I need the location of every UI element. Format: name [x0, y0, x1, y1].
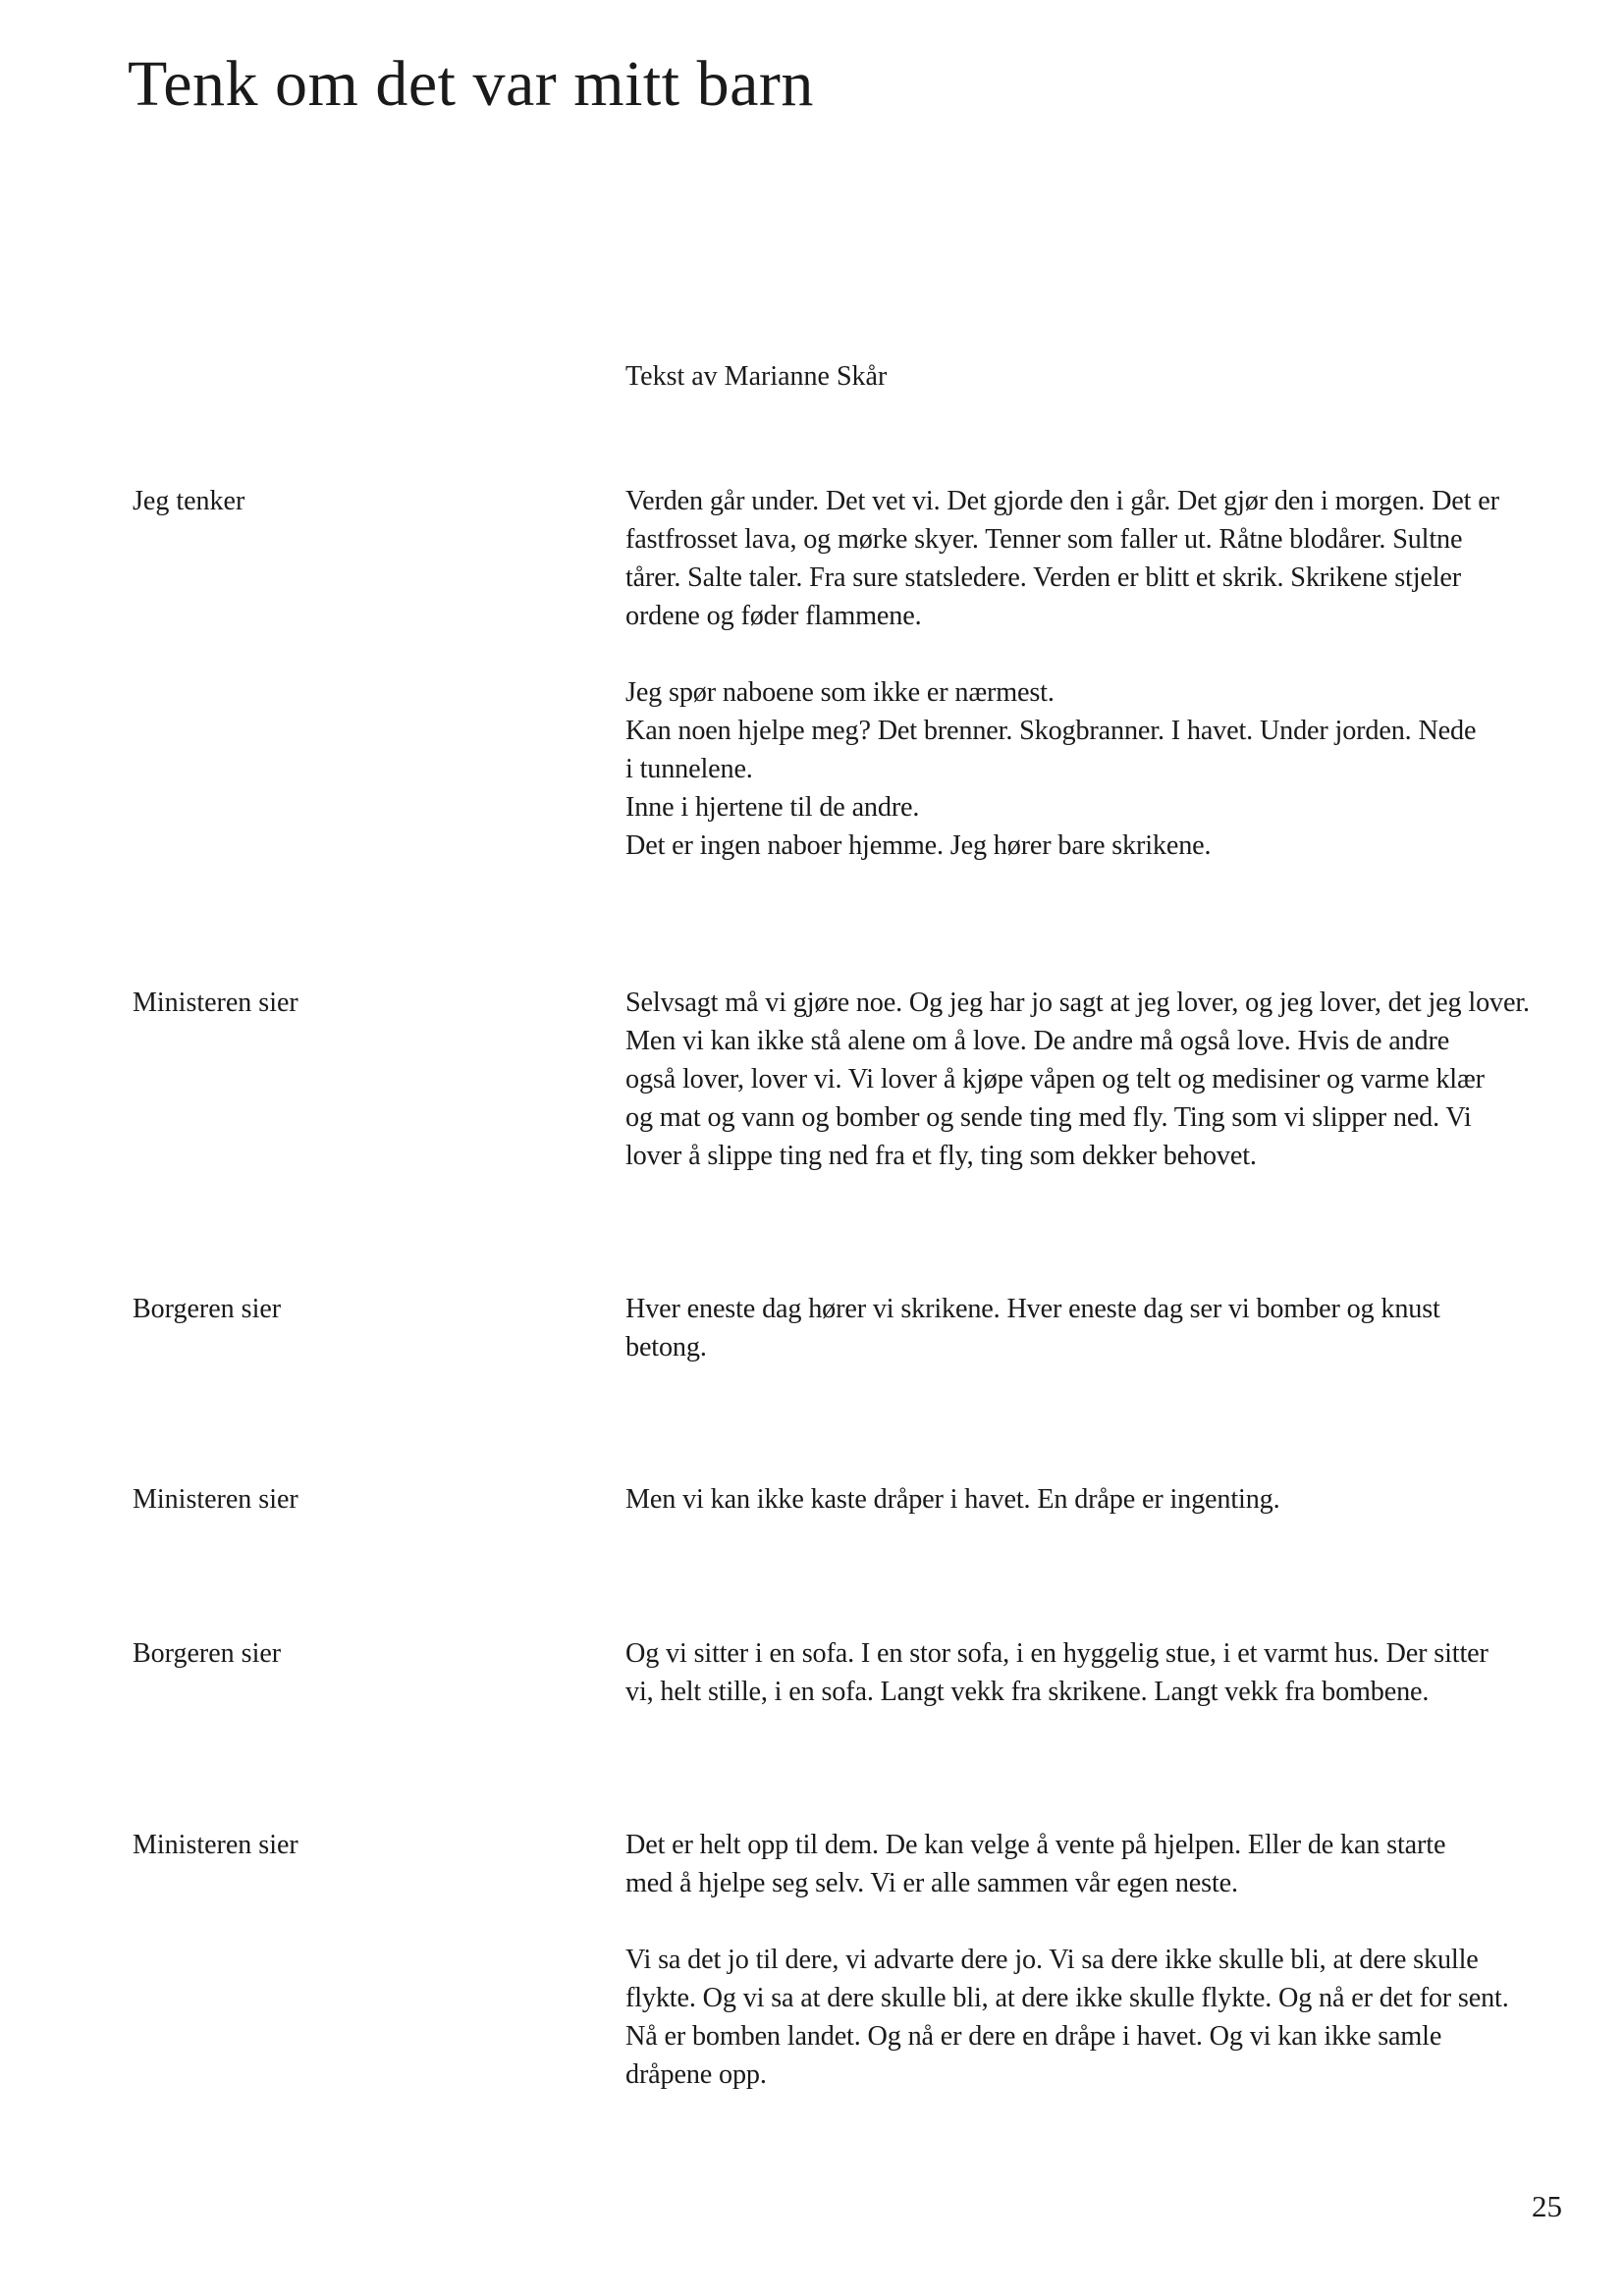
- paragraph: [625, 1480, 1588, 1519]
- speaker-label: Ministeren sier: [133, 988, 298, 1018]
- text-line: Kan noen hjelpe meg? Det brenner. Skogbranner. I havet. Under jorden. Nede: [625, 716, 1477, 746]
- text-line: Det er ingen naboer hjemme. Jeg hører bare skrikene.: [625, 830, 1212, 861]
- speaker-label: Ministeren sier: [133, 1484, 298, 1515]
- author-credit: Tekst av Marianne Skår: [625, 361, 888, 392]
- text-line: Men vi kan ikke stå alene om å love. De andre må også love. Hvis de andre: [625, 1026, 1450, 1056]
- section-body: [625, 1634, 1588, 1711]
- paragraph: [625, 482, 1588, 635]
- text-line: flykte. Og vi sa at dere skulle bli, at dere ikke skulle flykte. Og nå er det for sent.: [625, 1983, 1509, 2013]
- text-line: også lover, lover vi. Vi lover å kjøpe våpen og telt og medisiner og varme klær: [625, 1064, 1485, 1095]
- paragraph: [625, 1826, 1588, 1902]
- speaker-label: Borgeren sier: [133, 1294, 282, 1324]
- paragraph: [625, 1634, 1588, 1711]
- text-line: Selvsagt må vi gjøre noe. Og jeg har jo sagt at jeg lover, og jeg lover, det jeg lover.: [625, 988, 1530, 1018]
- speaker-label: Jeg tenker: [133, 486, 245, 516]
- section-body: [625, 1480, 1588, 1519]
- paragraph: [625, 1941, 1588, 2094]
- text-line: dråpene opp.: [625, 2059, 767, 2090]
- text-line: og mat og vann og bomber og sende ting med fly. Ting som vi slipper ned. Vi: [625, 1102, 1472, 1133]
- text-line: Og vi sitter i en sofa. I en stor sofa, i en hyggelig stue, i et varmt hus. Der sitter: [625, 1638, 1489, 1669]
- text-line: Vi sa det jo til dere, vi advarte dere jo. Vi sa dere ikke skulle bli, at dere skulle: [625, 1945, 1479, 1975]
- text-line: Men vi kan ikke kaste dråper i havet. En dråpe er ingenting.: [625, 1484, 1280, 1515]
- text-line: Verden går under. Det vet vi. Det gjorde den i går. Det gjør den i morgen. Det er: [625, 486, 1499, 516]
- page-title: Tenk om det var mitt barn: [128, 48, 814, 120]
- speaker-label: Ministeren sier: [133, 1830, 298, 1860]
- speaker-label: Borgeren sier: [133, 1638, 282, 1669]
- text-line: i tunnelene.: [625, 754, 753, 784]
- text-line: Det er helt opp til dem. De kan velge å vente på hjelpen. Eller de kan starte: [625, 1830, 1446, 1860]
- page-number: 25: [1532, 2189, 1562, 2223]
- text-line: Jeg spør naboene som ikke er nærmest.: [625, 677, 1055, 708]
- section-body: [625, 1290, 1588, 1366]
- text-line: Nå er bomben landet. Og nå er dere en dråpe i havet. Og vi kan ikke samle: [625, 2021, 1442, 2052]
- section-body: [625, 482, 1588, 865]
- text-line: ordene og føder flammene.: [625, 601, 922, 631]
- text-line: fastfrosset lava, og mørke skyer. Tenner som faller ut. Råtne blodårer. Sultne: [625, 524, 1463, 555]
- text-line: tårer. Salte taler. Fra sure statsledere. Verden er blitt et skrik. Skrikene stjeler: [625, 562, 1462, 593]
- text-line: betong.: [625, 1332, 707, 1362]
- section-body: [625, 1826, 1588, 2094]
- text-line: lover å slippe ting ned fra et fly, ting som dekker behovet.: [625, 1141, 1257, 1171]
- paragraph: [625, 673, 1588, 865]
- text-line: med å hjelpe seg selv. Vi er alle sammen vår egen neste.: [625, 1868, 1238, 1898]
- section-body: [625, 984, 1588, 1175]
- text-line: Hver eneste dag hører vi skrikene. Hver eneste dag ser vi bomber og knust: [625, 1294, 1440, 1324]
- paragraph: [625, 984, 1588, 1175]
- text-line: vi, helt stille, i en sofa. Langt vekk fra skrikene. Langt vekk fra bombene.: [625, 1677, 1430, 1707]
- text-line: Inne i hjertene til de andre.: [625, 792, 920, 823]
- paragraph: [625, 1290, 1588, 1366]
